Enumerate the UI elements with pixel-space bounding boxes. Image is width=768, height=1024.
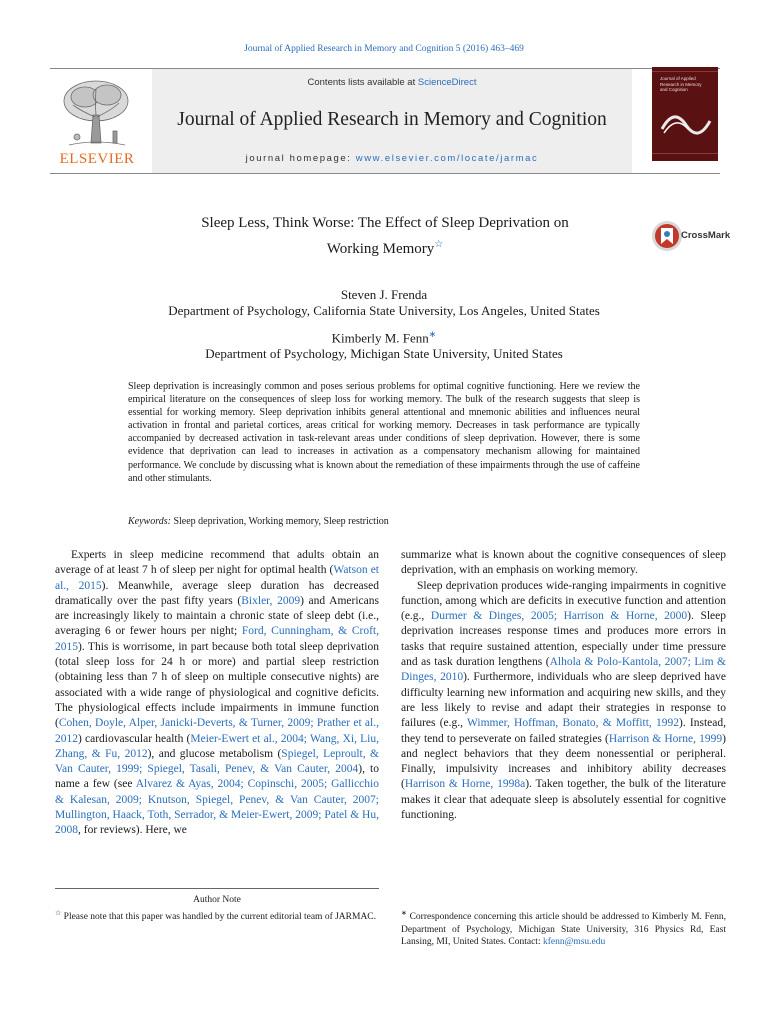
- body-paragraph: [55, 548, 379, 839]
- body-text: ). Furthermore, individuals who are sleep deprived have difficulty learning new information and acquiring new skills, and they are less likely to revise and adapt their strategies in response to failures (e.g.,: [401, 671, 726, 730]
- keywords-list: Sleep deprivation, Working memory, Sleep restriction: [170, 516, 389, 527]
- body-paragraph: [401, 579, 726, 824]
- crossmark-label[interactable]: CrossMark: [681, 230, 731, 241]
- author-name: Kimberly M. Fenn: [331, 330, 429, 346]
- keywords: [128, 516, 640, 527]
- contents-prefix: Contents lists available at: [307, 77, 418, 88]
- author-name: Steven J. Frenda: [340, 287, 428, 302]
- citation-link[interactable]: Bixler, 2009: [241, 594, 301, 607]
- journal-name: Journal of Applied Research in Memory and Cognition: [177, 109, 607, 130]
- cover-title: Journal of Applied Research in Memory and Cognition: [660, 76, 702, 92]
- body-text: ). Sleep deprivation increases response times and produces more errors in tasks that require sustained attention, especially under time pressure and as task duration lengthens (: [401, 610, 727, 669]
- citation-link[interactable]: Cohen, Doyle, Alper, Janicki-Deverts, & Turner, 2009; Prather et al., 2012: [55, 717, 379, 745]
- title-line-2: Working Memory: [326, 241, 435, 257]
- footnote-divider: [55, 888, 379, 889]
- body-text: ) cardiovascular health (: [78, 732, 191, 745]
- body-text: , for reviews). Here, we: [78, 824, 187, 837]
- author-1-affiliation: Department of Psychology, California State University, Los Angeles, United States: [168, 303, 600, 318]
- body-text: ). Meanwhile, average sleep duration has decreased dramatically over the past fifty years (: [55, 579, 379, 607]
- homepage-line: [152, 153, 632, 164]
- abstract: Sleep deprivation is increasingly common and poses serious problems for optimal cognitive functioning. Here we review the empirical literature on the consequences of sleep loss for working memory. The bulk of the research suggests that sleep is essential for working memory. Sleep deprivation inhibits general attentional and mnemonic abilities and influences neural activation in frontal and parietal cortices, areas critical for working memory. Decreases in task performance are typically accompanied by decreased activation in task-relevant areas under conditions of sleep deprivation. However, there is some evidence that deprivation can lead to increases in activation as a compensatory mechanism allowing for maintained performance. We conclude by discussing what is known about the remediation of these impairments through the use of caffeine and other stimulants.: [128, 381, 640, 484]
- citation-link[interactable]: Alhola & Polo-Kantola, 2007; Lim & Dinges, 2010: [401, 656, 726, 684]
- citation-link[interactable]: Meier-Ewert et al., 2004; Wang, Xi, Liu, Zhang, & Fu, 2012: [55, 732, 379, 760]
- keywords-label: Keywords:: [128, 516, 171, 527]
- title-footnote: [55, 907, 379, 924]
- citation-link[interactable]: Wimmer, Hoffman, Bonato, & Moffitt, 1992: [467, 717, 679, 730]
- footnote-marker: ∗: [401, 909, 407, 917]
- body-text: ), to name a few (see: [55, 763, 379, 791]
- body-text: Experts in sleep medicine recommend that adults obtain an average of at least 7 h of sleep per night for optimal health (: [55, 549, 379, 577]
- footnote-text: Correspondence concerning this article should be addressed to Kimberly M. Fenn, Department of Psychology, Michigan State University, 316 Physics Rd, East Lansing, MI, United States. Contact:: [401, 912, 726, 948]
- correspondence-footnote: [401, 907, 726, 949]
- author-2-name: [0, 329, 768, 346]
- publisher-logo-text: ELSEVIER: [59, 151, 135, 167]
- body-text: ). Taken together, the bulk of the literature makes it clear that adequate sleep is absolutely essential for cognitive functioning.: [401, 778, 726, 822]
- author-note-heading: Author Note: [193, 895, 241, 905]
- homepage-link[interactable]: www.elsevier.com/locate/jarmac: [355, 153, 539, 164]
- citation-link[interactable]: Ford, Cunningham, & Croft, 2015: [55, 625, 379, 653]
- sciencedirect-link[interactable]: ScienceDirect: [417, 77, 477, 88]
- article-title: [150, 213, 620, 260]
- journal-masthead: [50, 68, 720, 174]
- author-1-name: [0, 287, 768, 303]
- masthead-banner: [152, 69, 632, 173]
- body-paragraph: summarize what is known about the cognitive consequences of sleep deprivation, with an emphasis on working memory.: [401, 549, 726, 577]
- author-2-affiliation: Department of Psychology, Michigan State University, United States: [205, 346, 563, 361]
- body-text: ), and glucose metabolism (: [147, 747, 282, 760]
- journal-cover-thumbnail: [652, 67, 718, 161]
- body-text: ) and Americans are increasingly likely to maintain a chronic state of sleep debt (i.e., averaging 6 or fewer hours per night;: [55, 594, 379, 638]
- body-text: ). Instead, they tend to perseverate on failed strategies (: [401, 717, 726, 745]
- contents-line: [152, 77, 632, 88]
- footnote-marker: ☆: [55, 909, 62, 917]
- footnote-text: Please note that this paper was handled by the current editorial team of JARMAC.: [61, 912, 377, 923]
- citation-link[interactable]: Harrison & Horne, 1998a: [404, 778, 526, 791]
- citation-link[interactable]: Durmer & Dinges, 2005; Harrison & Horne, 2000: [430, 610, 688, 623]
- title-line-1: Sleep Less, Think Worse: The Effect of Sleep Deprivation on: [201, 215, 569, 231]
- citation-link[interactable]: Harrison & Horne, 1999: [608, 732, 723, 745]
- title-footnote-marker[interactable]: ☆: [434, 239, 444, 250]
- body-text: Sleep deprivation produces wide-ranging impairments in cognitive function, among which are deficits in executive function and attention (e.g.,: [401, 579, 726, 623]
- body-text: ) and neglect behaviors that they deem nonessential or peripheral. Finally, impulsivity increases and inhibitory ability decreases (: [401, 732, 726, 791]
- citation-link[interactable]: Watson et al., 2015: [55, 564, 379, 592]
- author-email-link[interactable]: kfenn@msu.edu: [542, 937, 606, 948]
- running-head: Journal of Applied Research in Memory and Cognition 5 (2016) 463–469: [244, 44, 524, 54]
- body-text: ). This is worrisome, in part because both total sleep deprivation (total sleep loss for 24 h or more) and partial sleep restriction (obtaining less than 7 h of sleep on multiple consecutive nights) are associated with a wide range of physiological and cognitive deficits. The physiological effects include impairments in immune function (: [55, 640, 379, 730]
- body-column-left: [55, 548, 379, 839]
- citation-link[interactable]: Alvarez & Ayas, 2004; Copinschi, 2005; Gallicchio & Kalesan, 2009; Knutson, Spiegel, Penev, & Van Cauter, 2007; Mullington, Haack, Toth, Serrador, & Meier-Ewert, 2009; Patel & Hu, 2008: [55, 778, 379, 837]
- citation-link[interactable]: Spiegel, Leproult, & Van Cauter, 1999; Spiegel, Tasali, Penev, & Van Cauter, 2004: [55, 747, 379, 776]
- corresponding-author-marker[interactable]: ∗: [428, 329, 437, 339]
- body-column-right: [401, 548, 726, 823]
- homepage-prefix: journal homepage:: [245, 153, 356, 164]
